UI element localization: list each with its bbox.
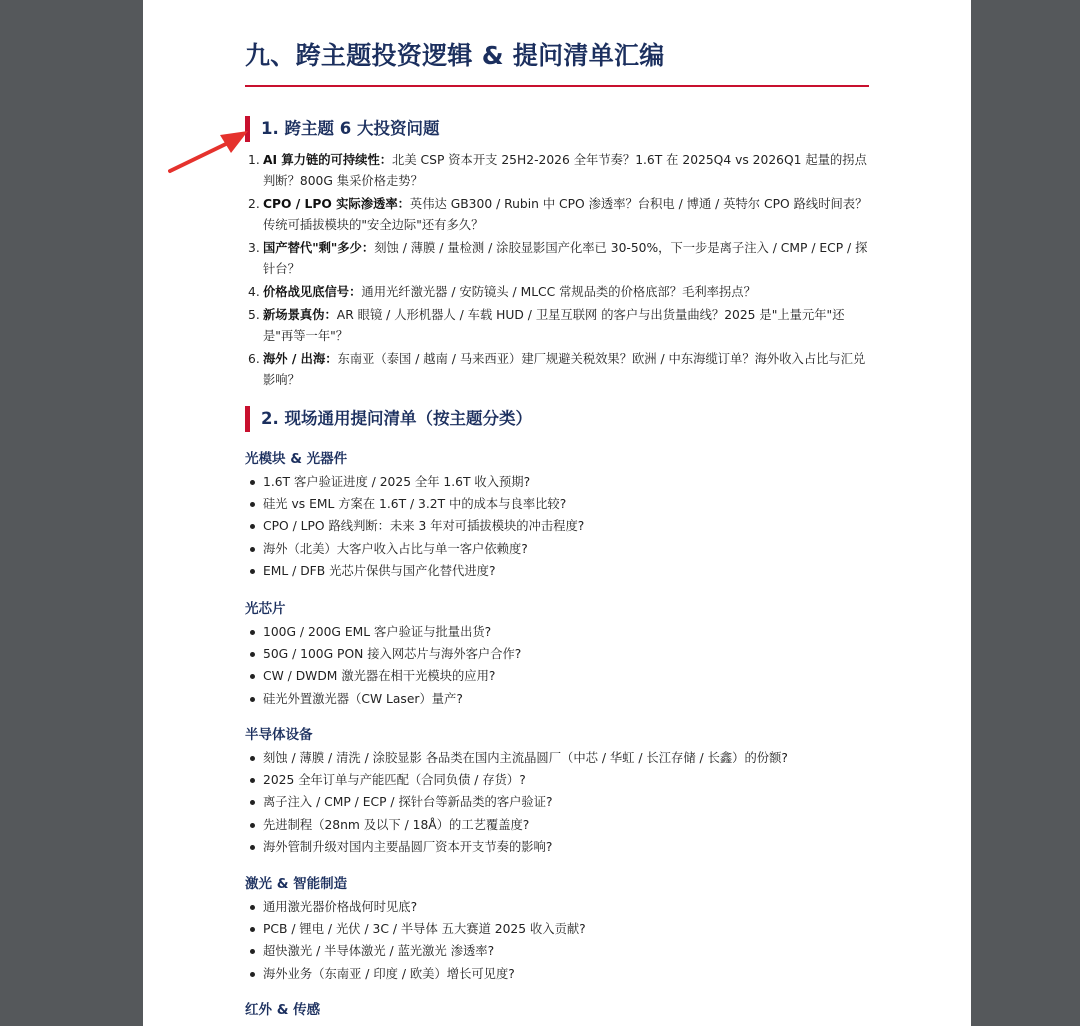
group-list-optical-chips [245, 621, 869, 710]
bullet-icon [250, 778, 255, 783]
question-number: 6. [248, 352, 260, 366]
list-item [245, 963, 869, 985]
list-item-text: CPO / LPO 路线判断：未来 3 年对可插拔模块的冲击程度? [263, 519, 585, 534]
list-item [245, 940, 869, 962]
list-item [245, 560, 869, 582]
group-list-optical-modules [245, 471, 869, 582]
list-item-text: 海外管制升级对国内主要晶圆厂资本开支节奏的影响? [263, 839, 553, 854]
question-heading: 价格战见底信号： [263, 285, 362, 299]
list-item-text: 先进制程（28nm 及以下 / 18Å）的工艺覆盖度? [263, 817, 530, 832]
document-content [245, 0, 869, 1018]
list-item-text: 50G / 100G PON 接入网芯片与海外客户合作? [263, 647, 522, 662]
list-item [245, 896, 869, 918]
question-number: 5. [248, 308, 260, 322]
investment-questions-list [245, 150, 869, 393]
list-item-text: 100G / 200G EML 客户验证与批量出货? [263, 625, 492, 639]
question-text: 东南亚（泰国 / 越南 / 马来西亚）建厂规避关税效果？欧洲 / 中东海缆订单？海外收入占比与汇兑影响？ [263, 352, 866, 387]
list-item-text: CW / DWDM 激光器在相干光模块的应用? [263, 669, 496, 684]
question-text: 通用光纤激光器 / 安防镜头 / MLCC 常规品类的价格底部？毛利率拐点？ [361, 285, 756, 299]
list-item [245, 471, 869, 493]
list-item-text: PCB / 锂电 / 光伏 / 3C / 半导体 五大赛道 2025 收入贡献? [263, 922, 586, 937]
arrow-pointer-icon [168, 128, 250, 174]
bullet-icon [250, 927, 255, 932]
question-item [245, 150, 869, 192]
list-item-text: 海外业务（东南亚 / 印度 / 欧美）增长可见度? [263, 966, 515, 981]
question-heading: 国产替代"剩"多少： [263, 241, 375, 255]
bullet-icon [250, 800, 255, 805]
section-1-heading: 1. 跨主题 6 大投资问题 [245, 116, 869, 142]
bullet-icon [250, 480, 255, 485]
group-heading-optical-modules: 光模块 & 光器件 [245, 451, 348, 467]
bullet-icon [250, 823, 255, 828]
bullet-icon [250, 547, 255, 552]
document-page [143, 0, 971, 1026]
bullet-icon [250, 972, 255, 977]
title-divider [245, 85, 869, 87]
group-heading-infrared-sensing: 红外 & 传感 [245, 1002, 321, 1018]
question-item [245, 194, 869, 236]
list-item-text: 硅光 vs EML 方案在 1.6T / 3.2T 中的成本与良率比较? [263, 497, 567, 512]
list-item [245, 814, 869, 836]
list-item [245, 769, 869, 791]
list-item [245, 538, 869, 560]
question-heading: 海外 / 出海： [263, 352, 338, 366]
list-item [245, 665, 869, 687]
list-item-text: 1.6T 客户验证进度 / 2025 全年 1.6T 收入预期? [263, 475, 531, 489]
question-heading: CPO / LPO 实际渗透率： [263, 197, 410, 211]
bullet-icon [250, 697, 255, 702]
question-text: 刻蚀 / 薄膜 / 量检测 / 涂胶显影国产化率已 30-50%，下一步是离子注入 / CMP / ECP / 探针台？ [263, 241, 868, 276]
section-2-heading: 2. 现场通用提问清单（按主题分类） [245, 406, 869, 432]
bullet-icon [250, 524, 255, 529]
list-item-text: 2025 全年订单与产能匹配（合同负债 / 存货）? [263, 773, 526, 788]
list-item-text: 硅光外置激光器（CW Laser）量产? [263, 691, 463, 706]
question-number: 1. [248, 153, 260, 167]
list-item [245, 643, 869, 665]
question-heading: 新场景真伪： [263, 308, 337, 322]
list-item-text: 超快激光 / 半导体激光 / 蓝光激光 渗透率? [263, 944, 495, 959]
list-item-text: 离子注入 / CMP / ECP / 探针台等新品类的客户验证? [263, 795, 553, 810]
question-item [245, 349, 869, 391]
group-list-laser-manufacturing [245, 896, 869, 985]
list-item [245, 918, 869, 940]
list-item [245, 836, 869, 858]
bullet-icon [250, 652, 255, 657]
bullet-icon [250, 905, 255, 910]
question-text: 英伟达 GB300 / Rubin 中 CPO 渗透率？台积电 / 博通 / 英特尔 CPO 路线时间表？传统可插拔模块的"安全边际"还有多久？ [263, 197, 868, 232]
list-item-text: 刻蚀 / 薄膜 / 清洗 / 涂胶显影 各品类在国内主流晶圆厂（中芯 / 华虹 / 长江存储 / 长鑫）的份额? [263, 751, 788, 765]
question-number: 4. [248, 285, 260, 299]
question-item [245, 282, 869, 303]
list-item-text: 海外（北美）大客户收入占比与单一客户依赖度? [263, 541, 528, 556]
bullet-icon [250, 502, 255, 507]
question-number: 2. [248, 197, 260, 211]
list-item-text: EML / DFB 光芯片保供与国产化替代进度? [263, 563, 496, 578]
question-text: AR 眼镜 / 人形机器人 / 车载 HUD / 卫星互联网 的客户与出货量曲线？2025 是"上量元年"还是"再等一年"？ [263, 308, 845, 343]
bullet-icon [250, 674, 255, 679]
list-item [245, 688, 869, 710]
list-item [245, 791, 869, 813]
bullet-icon [250, 949, 255, 954]
question-number: 3. [248, 241, 260, 255]
list-item [245, 747, 869, 769]
group-heading-semiconductor-equipment: 半导体设备 [245, 727, 313, 743]
question-heading: AI 算力链的可持续性： [263, 153, 393, 167]
arrow-shaft [170, 142, 230, 171]
group-heading-optical-chips: 光芯片 [245, 601, 286, 617]
question-text: 北美 CSP 资本开支 25H2-2026 全年节奏？1.6T 在 2025Q4 vs 2026Q1 起量的拐点判断？800G 集采价格走势？ [263, 153, 867, 188]
question-item [245, 305, 869, 347]
bullet-icon [250, 569, 255, 574]
bullet-icon [250, 630, 255, 635]
arrow-head [220, 131, 248, 153]
list-item [245, 515, 869, 537]
group-heading-laser-manufacturing: 激光 & 智能制造 [245, 876, 348, 892]
page-title: 九、跨主题投资逻辑 & 提问清单汇编 [245, 41, 665, 70]
group-list-semiconductor-equipment [245, 747, 869, 858]
bullet-icon [250, 845, 255, 850]
list-item-text: 通用激光器价格战何时见底? [263, 900, 418, 914]
list-item [245, 621, 869, 643]
bullet-icon [250, 756, 255, 761]
question-item [245, 238, 869, 280]
list-item [245, 493, 869, 515]
